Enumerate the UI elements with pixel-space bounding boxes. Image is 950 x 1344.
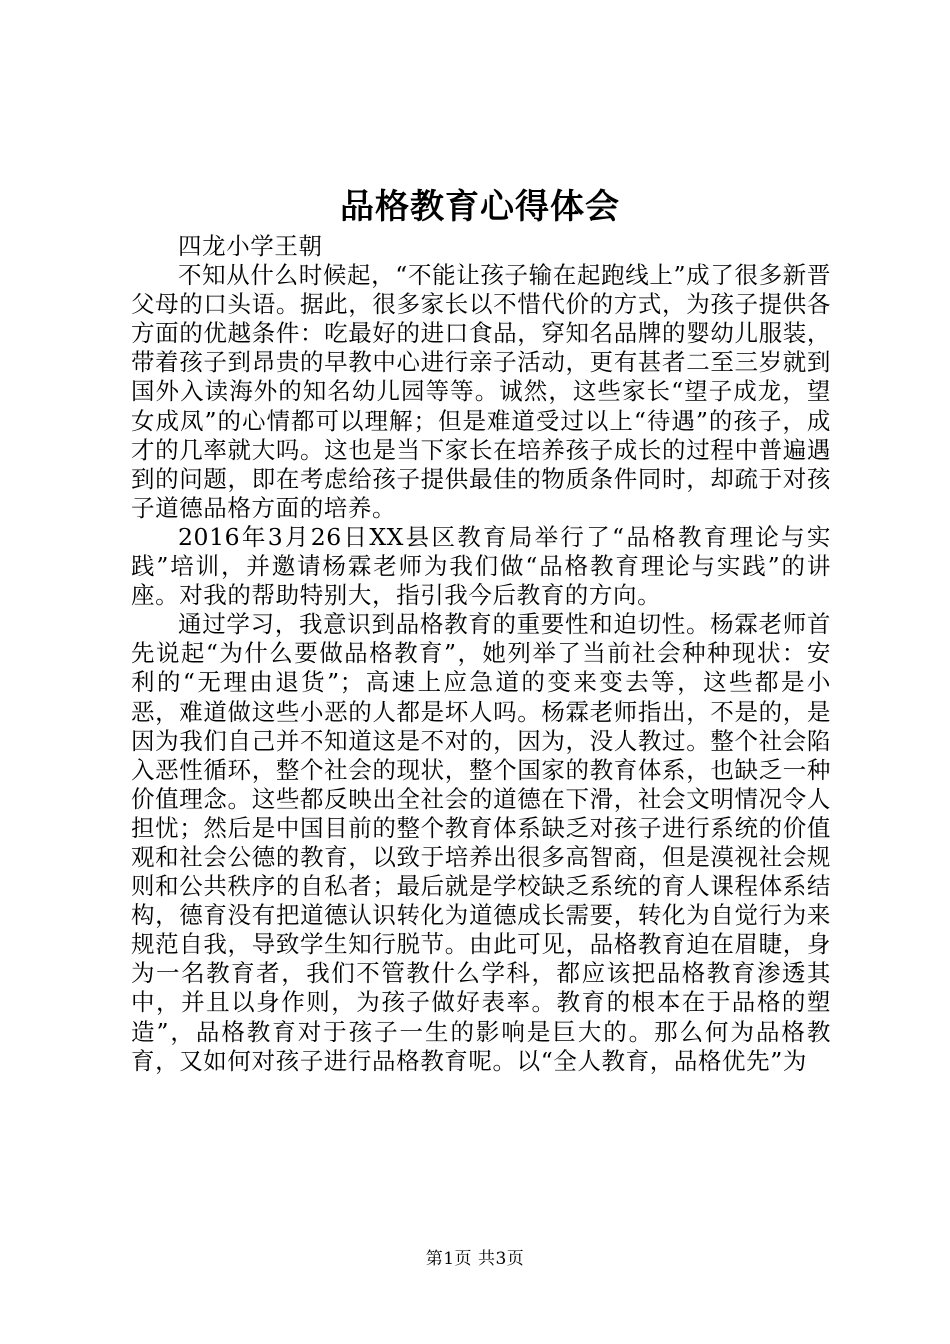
page-number-footer: 第1页 共3页	[425, 1249, 525, 1269]
author-line: 四龙小学王朝	[178, 232, 323, 260]
document-body	[131, 232, 831, 1076]
paragraph-3: 通过学习，我意识到品格教育的重要性和迫切性。杨霖老师首先说起“为什么要做品格教育”，她列举了当前社会种种现状：安利的“无理由退货”；高速上应急道的变来变去等，这些都是小恶，难道做这些小恶的人都是坏人吗。杨霖老师指出，不是的，是因为我们自己并不知道这是不对的，因为，没人教过。整个社会陷入恶性循环，整个社会的现状，整个国家的教育体系，也缺乏一种价值理念。这些都反映出全社会的道德在下滑，社会文明情况令人担忧；然后是中国目前的整个教育体系缺乏对孩子进行系统的价值观和社会公德的教育，以致于培养出很多高智商，但是漠视社会规则和公共秩序的自私者；最后就是学校缺乏系统的育人课程体系结构，德育没有把道德认识转化为道德成长需要，转化为自觉行为来规范自我，导致学生知行脱节。由此可见，品格教育迫在眉睫，身为一名教育者，我们不管教什么学科，都应该把品格教育渗透其中，并且以身作则，为孩子做好表率。教育的根本在于品格的塑造”，品格教育对于孩子一生的影响是巨大的。那么何为品格教育，又如何对孩子进行品格教育呢。以“全人教育，品格优先”为	[131, 610, 831, 1075]
paragraph-1: 不知从什么时候起，“不能让孩子输在起跑线上”成了很多新晋父母的口头语。据此，很多家长以不惜代价的方式，为孩子提供各方面的优越条件：吃最好的进口食品，穿知名品牌的婴幼儿服装，带着孩子到昂贵的早教中心进行亲子活动，更有甚者二至三岁就到国外入读海外的知名幼儿园等等。诚然，这些家长“望子成龙，望女成凤”的心情都可以理解；但是难道受过以上“待遇”的孩子，成才的几率就大吗。这也是当下家长在培养孩子成长的过程中普遍遇到的问题，即在考虑给孩子提供最佳的物质条件同时，却疏于对孩子道德品格方面的培养。	[131, 261, 831, 522]
paragraph-2: 2016年3月26日XX县区教育局举行了“品格教育理论与实践”培训，并邀请杨霖老师为我们做“品格教育理论与实践”的讲座。对我的帮助特别大，指引我今后教育的方向。	[131, 522, 831, 610]
document-title: 品格教育心得体会	[340, 187, 620, 227]
